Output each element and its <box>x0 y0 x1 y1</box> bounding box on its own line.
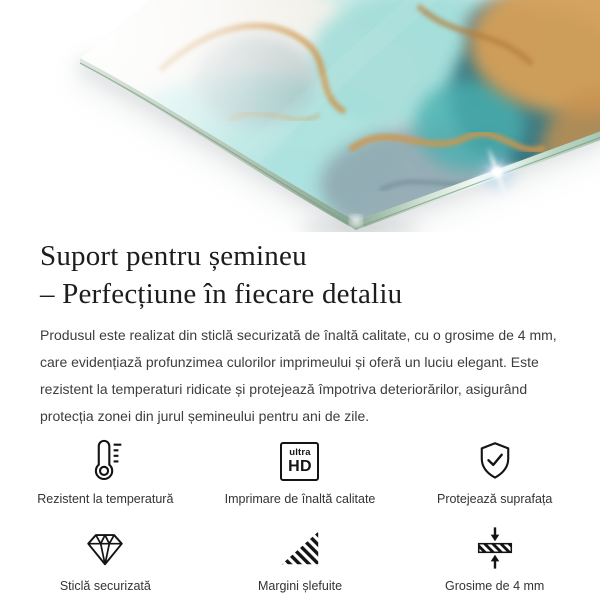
feature-label: Imprimare de înaltă calitate <box>224 492 376 506</box>
product-image <box>0 0 600 232</box>
feature-label: Grosime de 4 mm <box>444 579 545 593</box>
feature-thickness <box>397 525 592 594</box>
feature-polished-edges <box>203 525 398 594</box>
feature-label: Sticlă securizată <box>59 579 151 593</box>
glass-panel-illustration <box>0 0 600 232</box>
ultra-hd-icon <box>280 442 319 481</box>
page-title-line1: Suport pentru șemineu <box>40 240 307 272</box>
feature-tempered-glass <box>8 525 203 594</box>
feature-label: Protejează suprafața <box>436 492 553 506</box>
feature-grid <box>0 438 600 594</box>
page-title-line2: – Perfecțiune în fiecare detaliu <box>40 278 403 310</box>
product-info-section <box>0 237 600 430</box>
feature-label: Margini șlefuite <box>257 579 343 593</box>
feature-label: Rezistent la temperatură <box>37 492 174 506</box>
ultra-hd-icon-text-top: ultra <box>289 446 311 458</box>
feature-surface-protection <box>397 438 592 507</box>
feature-hd-print <box>203 438 398 507</box>
ultra-hd-icon-text-bottom: HD <box>288 457 312 475</box>
polished-edges-icon <box>203 525 398 571</box>
product-description: Produsul este realizat din sticlă securizată de înaltă calitate, cu o grosime de 4 mm, care evidențiază profunzimea culorilor imprimeului și oferă un luciu elegant. Este rezistent la temperaturi ridicate și protejează împotriva deteriorărilor, asigurând protecția zonei din jurul șemineului pentru ani de zile. <box>40 327 557 424</box>
feature-temperature-resistant <box>8 438 203 507</box>
thermometer-icon <box>8 438 203 484</box>
shield-check-icon <box>397 438 592 484</box>
diamond-icon <box>8 525 203 571</box>
thickness-icon <box>397 525 592 571</box>
page-title <box>40 237 560 313</box>
